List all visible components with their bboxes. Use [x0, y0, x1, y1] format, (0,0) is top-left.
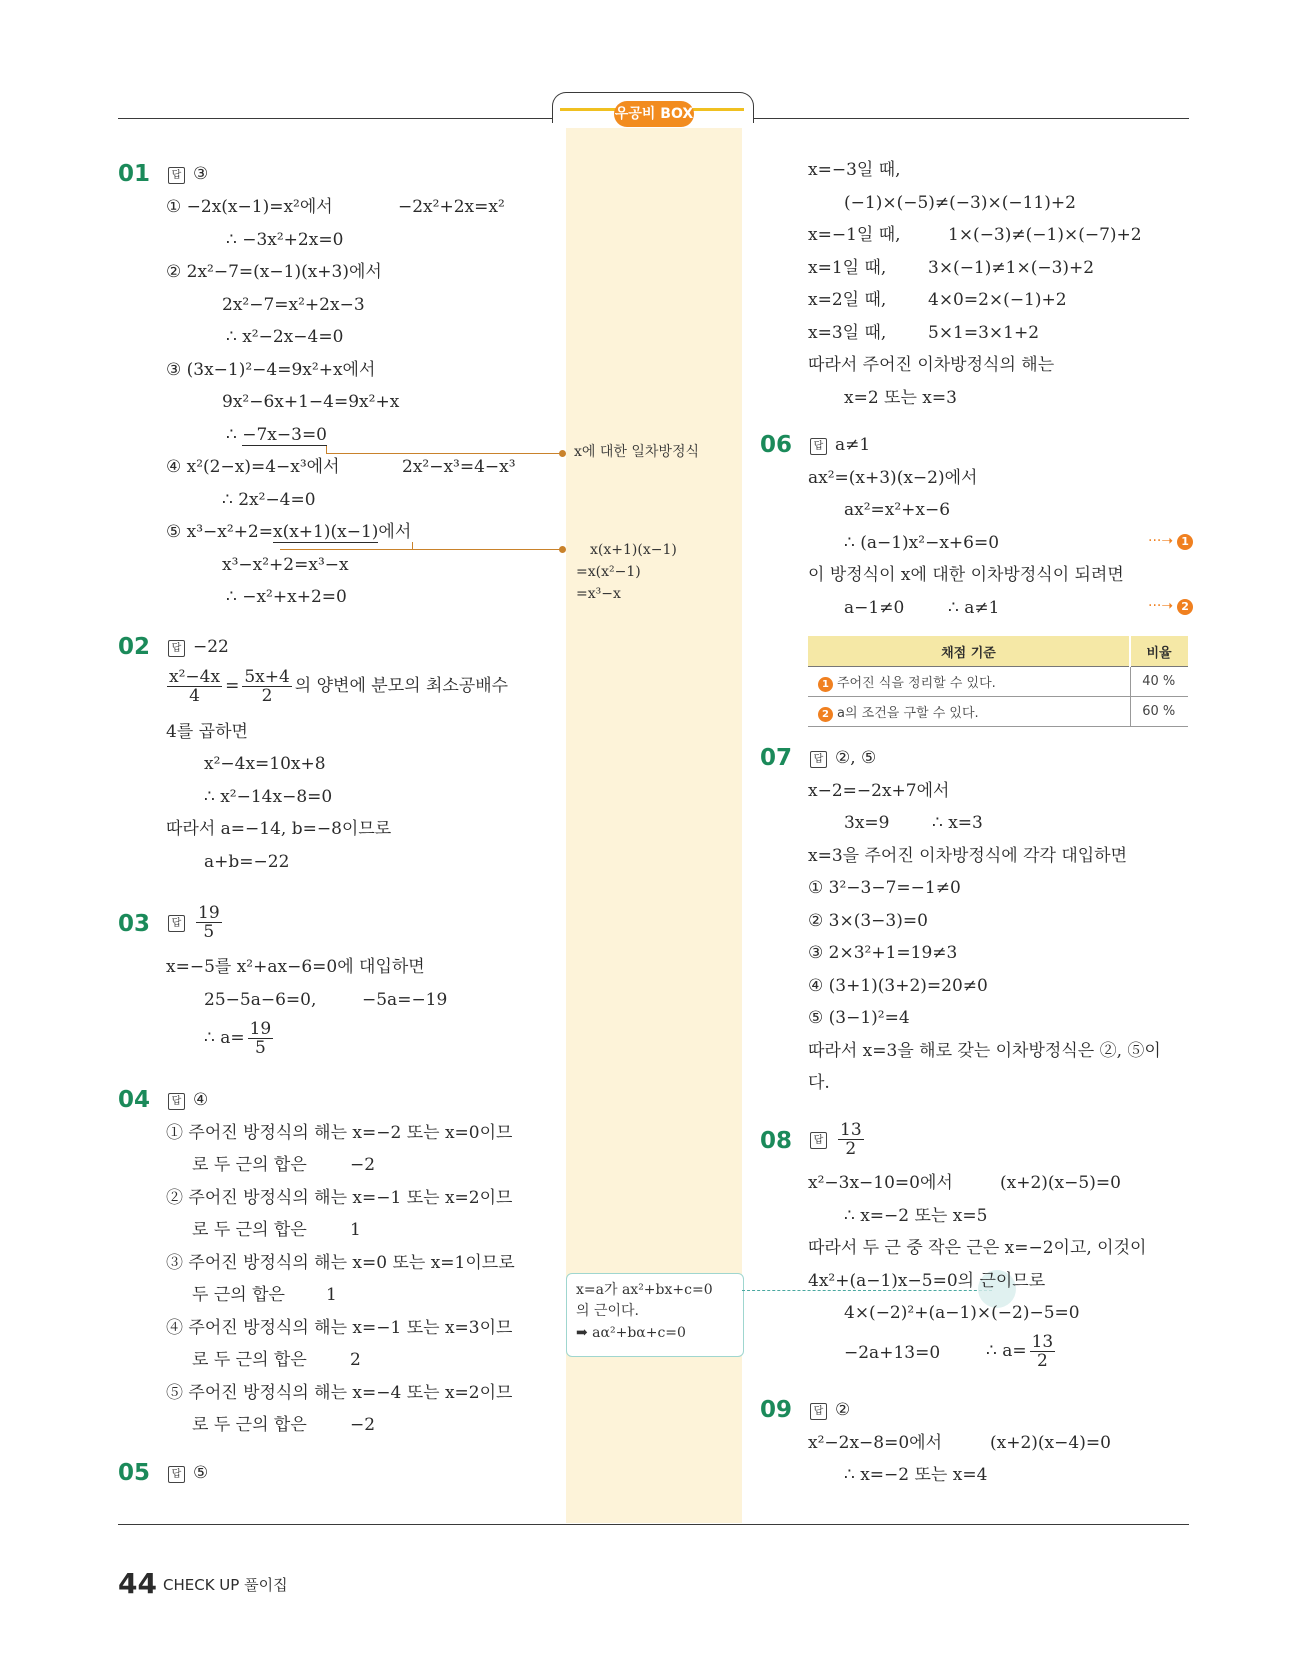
- line: ∴ a= $\frac{13}{2}$: [986, 1332, 1054, 1371]
- problem-number-06: 06: [760, 432, 793, 458]
- line: ∴ a≠1: [948, 598, 1000, 618]
- fraction: $\frac{13}{2}$: [1031, 1332, 1054, 1371]
- line: x³−x²+2=x³−x: [222, 555, 349, 575]
- problem-number-08: 08: [760, 1128, 793, 1154]
- problem-number-05: 05: [118, 1460, 151, 1486]
- answer-07: 답 ②, ⑤: [810, 747, 876, 769]
- box-note-expand-3: =x³−x: [576, 586, 621, 602]
- problem-number-07: 07: [760, 745, 793, 771]
- line: x=2 또는 x=3: [844, 388, 957, 408]
- problem-number-03: 03: [118, 911, 151, 937]
- line: $\frac{\text{x²−4x}}{4}$ = $\frac{5x+4}{2}$ 의 양변에 분모의 최소공배수: [169, 667, 509, 706]
- answer-icon: 답: [810, 1403, 827, 1420]
- answer-icon: 답: [168, 915, 185, 932]
- line: x²−3x−10=0에서: [808, 1173, 953, 1193]
- fraction: $\frac{\text{x²−4x}}{4}$: [169, 667, 221, 706]
- line: 다.: [808, 1073, 830, 1093]
- line: 5×1=3×1+2: [928, 323, 1040, 343]
- scoring-header-rate: 비율: [1130, 636, 1188, 667]
- line: ∴ (a−1)x²−x+6=0: [844, 533, 1000, 553]
- line: −2: [350, 1415, 376, 1435]
- line: ② 2x²−7=(x−1)(x+3)에서: [166, 262, 382, 282]
- line: ax²=x²+x−6: [844, 500, 951, 520]
- line: 9x²−6x+1−4=9x²+x: [222, 392, 400, 412]
- line: −2: [350, 1155, 376, 1175]
- box-note-expand-1: x(x+1)(x−1): [590, 542, 677, 558]
- problem-number-09: 09: [760, 1397, 793, 1423]
- line: (−1)×(−5)≠(−3)×(−11)+2: [844, 193, 1076, 213]
- line: 1: [326, 1285, 337, 1305]
- line: 따라서 a=−14, b=−8이므로: [166, 819, 392, 839]
- box-note-linear: x에 대한 일차방정식: [574, 444, 699, 460]
- bottom-rule: [118, 1524, 1189, 1525]
- step-number: 2: [818, 707, 833, 722]
- line: ⑤ 주어진 방정식의 해는 x=−4 또는 x=2이므: [166, 1383, 513, 1403]
- line: 로 두 근의 합은: [192, 1155, 307, 1175]
- scoring-criteria: 2 a의 조건을 구할 수 있다.: [808, 697, 1130, 727]
- answer-icon: 답: [810, 751, 827, 768]
- line: ∴ a= $\frac{19}{5}$: [204, 1019, 272, 1058]
- footer-title: CHECK UP 풀이집: [163, 1576, 288, 1594]
- underlined-expr: x(x+1)(x−1): [273, 522, 379, 542]
- line: ∴ −3x²+2x=0: [226, 230, 344, 250]
- line: 1: [350, 1220, 361, 1240]
- line: ∴ −x²+x+2=0: [226, 587, 347, 607]
- scoring-criteria: 1 주어진 식을 정리할 수 있다.: [808, 667, 1130, 697]
- fraction: $\frac{19}{5}$: [249, 1019, 272, 1058]
- answer-icon: 답: [168, 167, 185, 184]
- line: x=−3일 때,: [808, 160, 901, 180]
- line: 로 두 근의 합은: [192, 1415, 307, 1435]
- answer-icon: 답: [168, 1093, 185, 1110]
- underlined-expr: −7x−3=0: [242, 425, 328, 445]
- answer-02: 답 −22: [168, 636, 229, 658]
- step-marker-1: ···➝ 1: [1148, 533, 1193, 550]
- line: x²−4x=10x+8: [204, 754, 326, 774]
- line: −2a+13=0: [844, 1343, 941, 1363]
- line: 2x²−7=x²+2x−3: [222, 295, 365, 315]
- answer-icon: 답: [168, 640, 185, 657]
- line: ∴ 2x²−4=0: [222, 490, 316, 510]
- line: ③ 주어진 방정식의 해는 x=0 또는 x=1이므로: [166, 1253, 515, 1273]
- top-rule-left: [118, 118, 552, 119]
- answer-icon: 답: [810, 438, 827, 455]
- line: 로 두 근의 합은: [192, 1220, 307, 1240]
- scoring-row: [808, 667, 1188, 697]
- connector-dot: [559, 450, 566, 457]
- line: ∴ x=3: [932, 813, 983, 833]
- answer-06: 답 a≠1: [810, 434, 870, 456]
- answer-03: [168, 904, 225, 941]
- line: ∴ x²−2x−4=0: [226, 327, 344, 347]
- line: ⑤ (3−1)²=4: [808, 1008, 910, 1028]
- line: ax²=(x+3)(x−2)에서: [808, 468, 978, 488]
- line: 따라서 두 근 중 작은 근은 x=−2이고, 이것이: [808, 1238, 1147, 1258]
- answer-04: 답 ④: [168, 1089, 208, 1111]
- scoring-table: [808, 636, 1188, 727]
- line: ∴ x²−14x−8=0: [204, 787, 333, 807]
- step-marker-2: ···➝ 2: [1148, 598, 1193, 615]
- scoring-header: [808, 636, 1188, 667]
- line: 따라서 x=3을 해로 갖는 이차방정식은 ②, ⑤이: [808, 1041, 1161, 1061]
- line: 4×0=2×(−1)+2: [928, 290, 1067, 310]
- line: 3×(−1)≠1×(−3)+2: [928, 258, 1095, 278]
- scoring-header-criteria: 채점 기준: [808, 636, 1130, 667]
- line: ④ 주어진 방정식의 해는 x=−1 또는 x=3이므: [166, 1318, 513, 1338]
- scoring-row: [808, 697, 1188, 727]
- line: 따라서 주어진 이차방정식의 해는: [808, 355, 1055, 375]
- line: a−1≠0: [844, 598, 905, 618]
- box-badge: 우공비 BOX: [614, 101, 694, 127]
- line: (x+2)(x−5)=0: [1000, 1173, 1121, 1193]
- line: 4x²+(a−1)x−5=0의 근이므로: [808, 1271, 1046, 1291]
- hint-line-1: x=a가 ax²+bx+c=0: [576, 1282, 713, 1298]
- answer-icon: 답: [810, 1132, 827, 1149]
- scoring-rate: 60 %: [1130, 697, 1188, 727]
- line: −5a=−19: [362, 990, 448, 1010]
- line: ∴ x=−2 또는 x=5: [844, 1206, 988, 1226]
- line: x=1일 때,: [808, 258, 887, 278]
- line: 4를 곱하면: [166, 722, 248, 742]
- line: ∴ −7x−3=0: [226, 425, 328, 445]
- scoring-rate: 40 %: [1130, 667, 1188, 697]
- line: ② 주어진 방정식의 해는 x=−1 또는 x=2이므: [166, 1188, 513, 1208]
- box-note-expand-2: =x(x²−1): [576, 564, 641, 580]
- line: x−2=−2x+7에서: [808, 781, 950, 801]
- answer-01: 답 ③: [168, 163, 208, 185]
- line: ② 3×(3−3)=0: [808, 911, 928, 931]
- fraction: $\frac{5x+4}{2}$: [244, 667, 290, 706]
- line: x=2일 때,: [808, 290, 887, 310]
- hint-line-3: ➡ aα²+bα+c=0: [576, 1325, 686, 1341]
- step-number: 1: [818, 677, 833, 692]
- problem-number-04: 04: [118, 1087, 151, 1113]
- line: ③ 2×3²+1=19≠3: [808, 943, 958, 963]
- fraction: $\frac{13}{2}$: [840, 1120, 862, 1159]
- line: 2: [350, 1350, 361, 1370]
- connector: [280, 549, 562, 550]
- line: (x+2)(x−4)=0: [990, 1433, 1111, 1453]
- line: ∴ x=−2 또는 x=4: [844, 1465, 988, 1485]
- line: ③ (3x−1)²−4=9x²+x에서: [166, 360, 376, 380]
- line: x=−5를 x²+ax−6=0에 대입하면: [166, 957, 425, 977]
- fraction: $\frac{19}{5}$: [198, 903, 220, 942]
- line: 3x=9: [844, 813, 890, 833]
- line: ① 3²−3−7=−1≠0: [808, 878, 961, 898]
- answer-09: 답 ②: [810, 1399, 850, 1421]
- line: 로 두 근의 합은: [192, 1350, 307, 1370]
- line: 1×(−3)≠(−1)×(−7)+2: [948, 225, 1142, 245]
- line: x=3을 주어진 이차방정식에 각각 대입하면: [808, 846, 1128, 866]
- connector-dot: [559, 546, 566, 553]
- line: 두 근의 합은: [192, 1285, 285, 1305]
- page-number: 44: [118, 1567, 157, 1600]
- line: ① −2x(x−1)=x²에서: [166, 197, 333, 217]
- top-rule-right: [752, 118, 1189, 119]
- hint-line-2: 의 근이다.: [576, 1303, 639, 1319]
- problem-number-01: 01: [118, 161, 151, 187]
- answer-05: 답 ⑤: [168, 1462, 208, 1484]
- line: x=3일 때,: [808, 323, 887, 343]
- line: 4×(−2)²+(a−1)×(−2)−5=0: [844, 1303, 1080, 1323]
- line: −2x²+2x=x²: [398, 197, 505, 217]
- line: x²−2x−8=0에서: [808, 1433, 943, 1453]
- answer-08: [810, 1121, 867, 1158]
- line: a+b=−22: [204, 852, 290, 872]
- connector: [326, 453, 562, 454]
- line: ④ (3+1)(3+2)=20≠0: [808, 976, 988, 996]
- line: ① 주어진 방정식의 해는 x=−2 또는 x=0이므: [166, 1123, 513, 1143]
- line: 이 방정식이 x에 대한 이차방정식이 되려면: [808, 565, 1124, 585]
- problem-number-02: 02: [118, 634, 151, 660]
- line: 2x²−x³=4−x³: [402, 457, 516, 477]
- answer-icon: 답: [168, 1466, 185, 1483]
- line: x=−1일 때,: [808, 225, 901, 245]
- line: ⑤ x³−x²+2=x(x+1)(x−1)에서: [166, 522, 412, 542]
- line: 25−5a−6=0,: [204, 990, 317, 1010]
- line: ④ x²(2−x)=4−x³에서: [166, 457, 340, 477]
